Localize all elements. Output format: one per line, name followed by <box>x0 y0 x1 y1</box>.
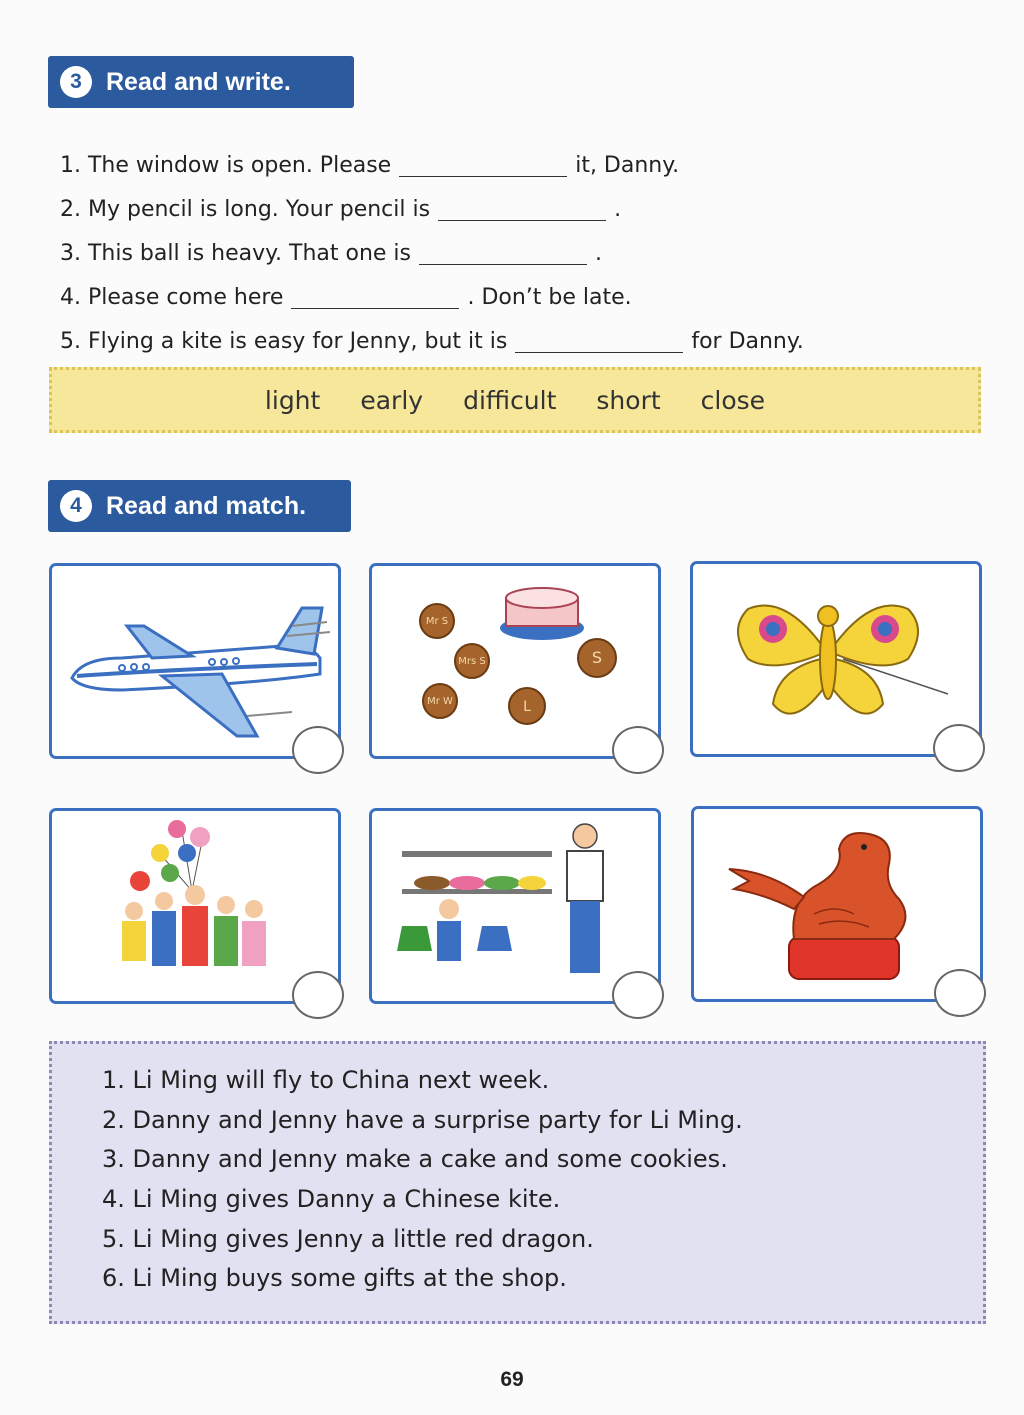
cookie-letter: S <box>591 648 603 667</box>
answer-blank[interactable] <box>399 174 567 177</box>
section-4-heading <box>48 480 351 532</box>
cake-icon <box>372 566 658 756</box>
section-title: Read and write. <box>106 67 291 96</box>
blank-item: 3. This ball is heavy. That one is . <box>60 241 603 266</box>
answer-circle[interactable] <box>933 724 985 772</box>
cookie-letter: Mr W <box>427 696 453 707</box>
picture-panel-airplane <box>49 563 341 759</box>
picture-panel-butterfly-kite <box>690 561 982 757</box>
cookie-letter: L <box>523 699 531 715</box>
picture-panel-party <box>49 808 341 1004</box>
sentence-item: 2. Danny and Jenny have a surprise party for Li Ming. <box>102 1105 743 1134</box>
section-title: Read and match. <box>106 491 307 520</box>
blank-item: 4. Please come here . Don’t be late. <box>60 285 632 310</box>
section-number-badge: 4 <box>60 490 92 522</box>
sentence-item: 3. Danny and Jenny make a cake and some cookies. <box>102 1145 728 1174</box>
sentence-item: 1. Li Ming will fly to China next week. <box>102 1066 550 1094</box>
sentence-item: 5. Li Ming gives Jenny a little red dragon. <box>102 1224 594 1253</box>
picture-panel-shop <box>369 808 661 1004</box>
sentence-item: 6. Li Ming buys some gifts at the shop. <box>102 1264 567 1293</box>
answer-blank[interactable] <box>291 306 459 309</box>
fill-in-blank-list <box>60 133 804 353</box>
party-icon <box>52 811 338 1001</box>
answer-blank[interactable] <box>419 262 587 265</box>
word-bank-word: light <box>264 385 321 415</box>
matching-sentences-box <box>49 1041 986 1324</box>
word-bank-word: difficult <box>463 385 557 415</box>
word-bank-word: early <box>360 385 424 415</box>
section-number-badge: 3 <box>60 66 92 98</box>
answer-circle[interactable] <box>612 971 664 1019</box>
answer-circle[interactable] <box>292 726 344 774</box>
page-number: 69 <box>500 1368 524 1391</box>
answer-circle[interactable] <box>292 971 344 1019</box>
blank-item: 1. The window is open. Please it, Danny. <box>60 153 680 178</box>
answer-circle[interactable] <box>612 726 664 774</box>
shop-icon <box>372 811 658 1001</box>
word-bank <box>49 367 981 433</box>
butterfly-kite-icon <box>693 564 979 754</box>
word-bank-word: short <box>596 385 661 415</box>
blank-item: 5. Flying a kite is easy for Jenny, but it is for Danny. <box>60 329 804 354</box>
sentence-item: 4. Li Ming gives Danny a Chinese kite. <box>102 1185 561 1214</box>
answer-circle[interactable] <box>934 969 986 1017</box>
dragon-icon <box>694 809 980 999</box>
word-bank-word: close <box>700 385 766 415</box>
cookie-letter: Mrs S <box>458 656 486 667</box>
section-3-heading <box>48 56 354 108</box>
picture-panel-dragon <box>691 806 983 1002</box>
cookie-letter: Mr S <box>425 616 449 627</box>
answer-blank[interactable] <box>515 350 683 353</box>
sentence-list <box>102 1066 743 1304</box>
blank-item: 2. My pencil is long. Your pencil is . <box>60 197 622 222</box>
airplane-icon <box>52 566 338 756</box>
answer-blank[interactable] <box>438 218 606 221</box>
picture-panel-cake-cookies <box>369 563 661 759</box>
